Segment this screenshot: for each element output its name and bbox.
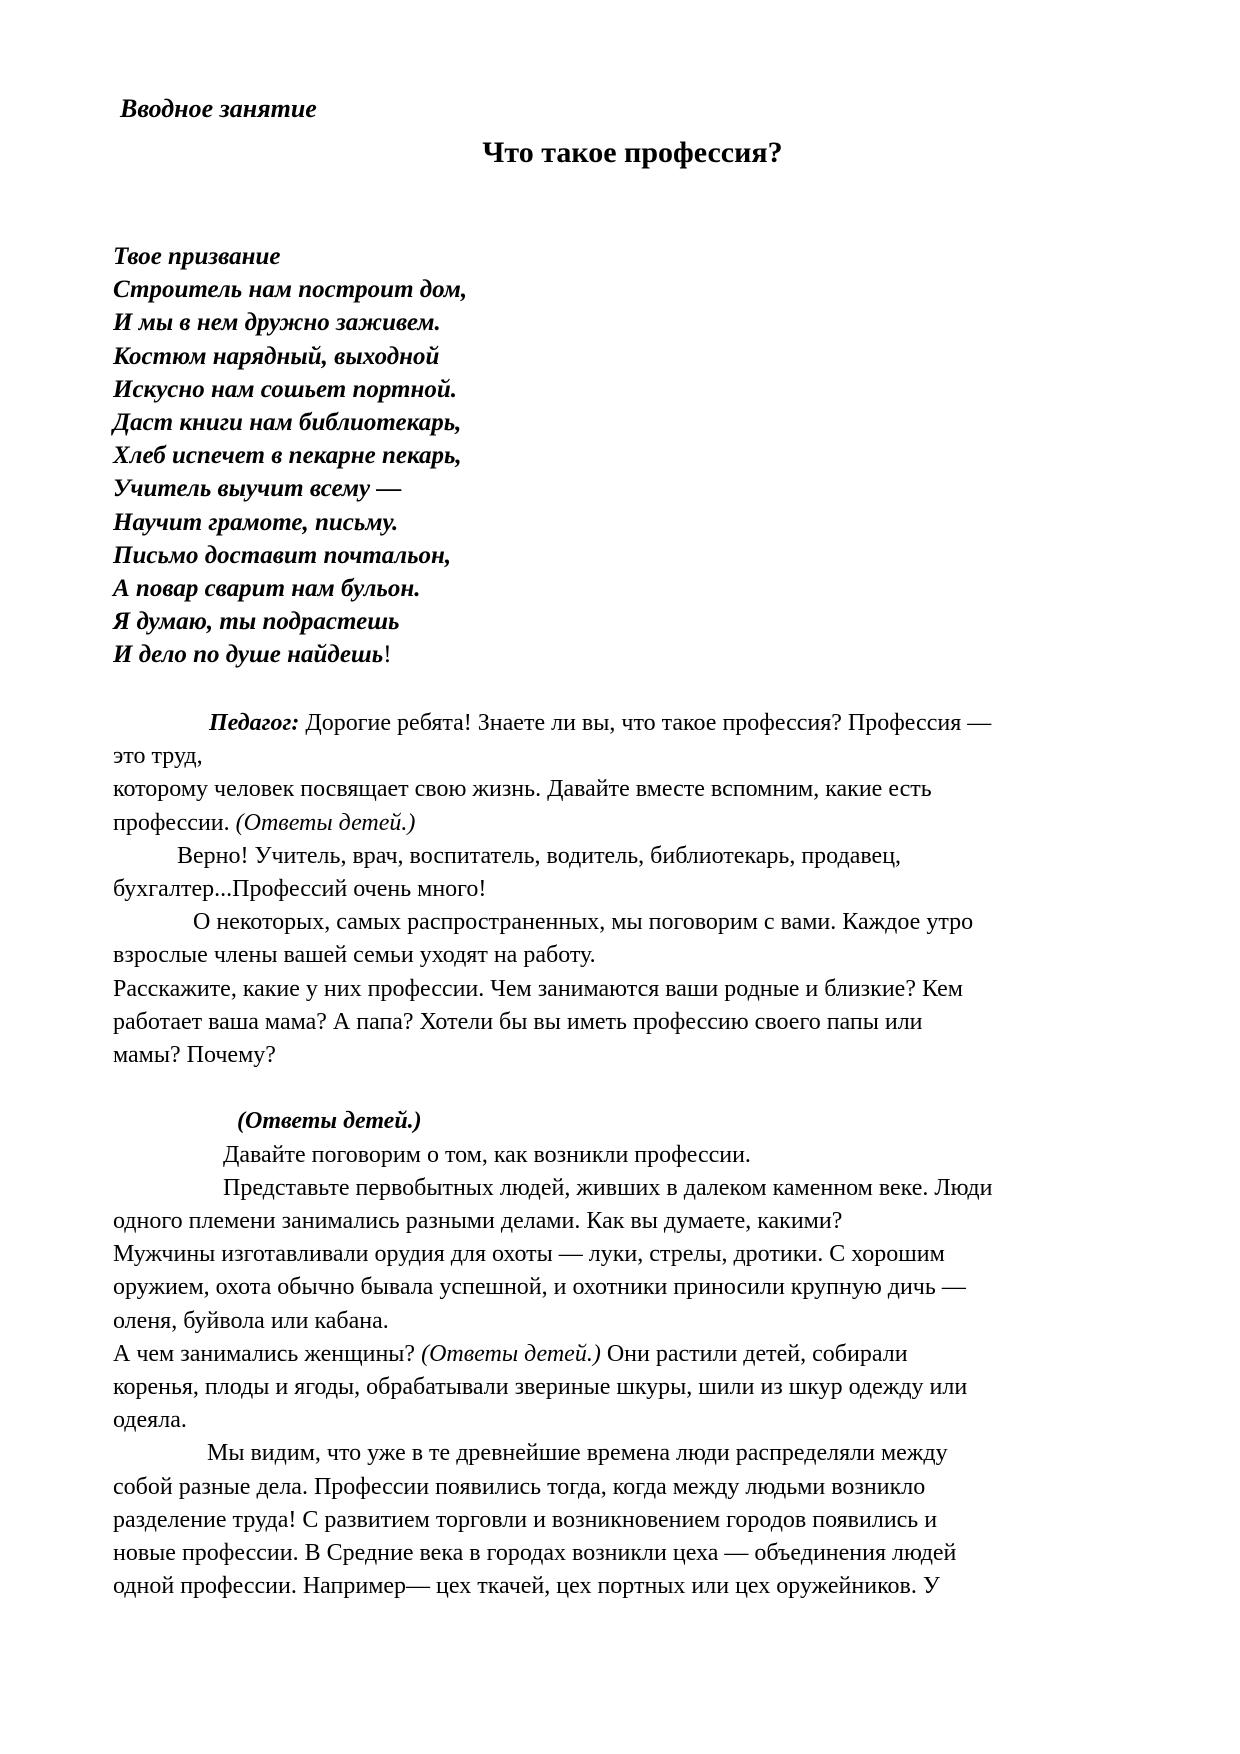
paragraph-line: взрослые члены вашей семьи уходят на работу. <box>113 942 596 969</box>
paragraph-line: одеяла. <box>113 1407 187 1434</box>
paragraph-line: работает ваша мама? А папа? Хотели бы вы иметь профессию своего папы или <box>113 1008 923 1035</box>
poem-last-line-text: И дело по душе найдешь <box>113 641 384 669</box>
poem <box>113 240 467 672</box>
paragraph-line: оружием, охота обычно бывала успешной, и охотники приносили крупную дичь — <box>113 1274 966 1301</box>
paragraph-line: Представьте первобытных людей, живших в далеком каменном веке. Люди <box>223 1174 993 1201</box>
paragraph-line: новые профессии. В Средние века в городах возникли цеха — объединения людей <box>113 1540 957 1567</box>
answers-note: (Ответы детей.) <box>235 809 416 836</box>
poem-line: И мы в нем дружно заживем. <box>113 309 441 337</box>
poem-line: Я думаю, ты подрастешь <box>113 608 400 636</box>
poem-line: Костюм нарядный, выходной <box>113 342 440 370</box>
paragraph-line: разделение труда! С развитием торговли и возникновением городов появились и <box>113 1506 938 1533</box>
paragraph-line: мамы? Почему? <box>113 1042 276 1069</box>
lesson-label: Вводное занятие <box>120 94 317 123</box>
paragraph-line: Верно! Учитель, врач, воспитатель, водитель, библиотекарь, продавец, <box>177 842 902 869</box>
paragraph-line: одного племени занимались разными делами. Как вы думаете, какими? <box>113 1208 843 1235</box>
paragraph-line: коренья, плоды и ягоды, обрабатывали звериные шкуры, шили из шкур одежду или <box>113 1374 968 1401</box>
paragraph-line: бухгалтер...Профессий очень много! <box>113 876 487 903</box>
paragraph-line: О некоторых, самых распространенных, мы поговорим с вами. Каждое утро <box>193 909 974 936</box>
paragraph-line: профессии. (Ответы детей.) <box>113 809 416 836</box>
answers-note: (Ответы детей.) <box>237 1108 422 1135</box>
poem-line: Строитель нам построит дом, <box>113 276 468 304</box>
paragraph-line: одной профессии. Например— цех ткачей, цех портных или цех оружейников. У <box>113 1573 940 1600</box>
poem-line: Искусно нам сошьет портной. <box>113 375 458 403</box>
poem-last-mark: ! <box>383 641 392 669</box>
paragraph-line: Расскажите, какие у них профессии. Чем занимаются ваши родные и близкие? Кем <box>113 975 963 1002</box>
paragraph-line: Давайте поговорим о том, как возникли профессии. <box>223 1141 751 1168</box>
paragraph-line: которому человек посвящает свою жизнь. Давайте вместе вспомним, какие есть <box>113 776 932 803</box>
poem-line: Хлеб испечет в пекарне пекарь, <box>113 442 462 470</box>
poem-title: Твое призвание <box>113 243 281 270</box>
paragraph-line: Мы видим, что уже в те древнейшие времена люди распределяли между <box>207 1440 948 1467</box>
answers-note: (Ответы детей.) <box>421 1340 601 1367</box>
paragraph-line: оленя, буйвола или кабана. <box>113 1307 389 1334</box>
poem-line: Даст книги нам библиотекарь, <box>113 409 462 437</box>
lesson-body <box>113 707 1163 1603</box>
poem-line: Письмо доставит почтальон, <box>113 541 452 569</box>
paragraph-line: это труд, <box>113 743 203 770</box>
page-title: Что такое профессия? <box>482 136 783 169</box>
poem-line: А повар сварит нам бульон. <box>113 575 421 603</box>
speaker-label: Педагог: <box>209 710 300 736</box>
paragraph-gap <box>113 1072 1163 1105</box>
poem-line: Учитель выучит всему — <box>113 475 402 503</box>
paragraph-line: собой разные дела. Профессии появились тогда, когда между людьми возникло <box>113 1473 926 1500</box>
poem-last-line <box>113 638 467 671</box>
poem-line: Научит грамоте, письму. <box>113 508 399 536</box>
paragraph-line: А чем занимались женщины? (Ответы детей.) Они растили детей, собирали <box>113 1340 908 1367</box>
paragraph-line: Педагог: Дорогие ребята! Знаете ли вы, что такое профессия? Профессия — <box>209 710 992 736</box>
paragraph-line: Мужчины изготавливали орудия для охоты — луки, стрелы, дротики. С хорошим <box>113 1241 945 1268</box>
